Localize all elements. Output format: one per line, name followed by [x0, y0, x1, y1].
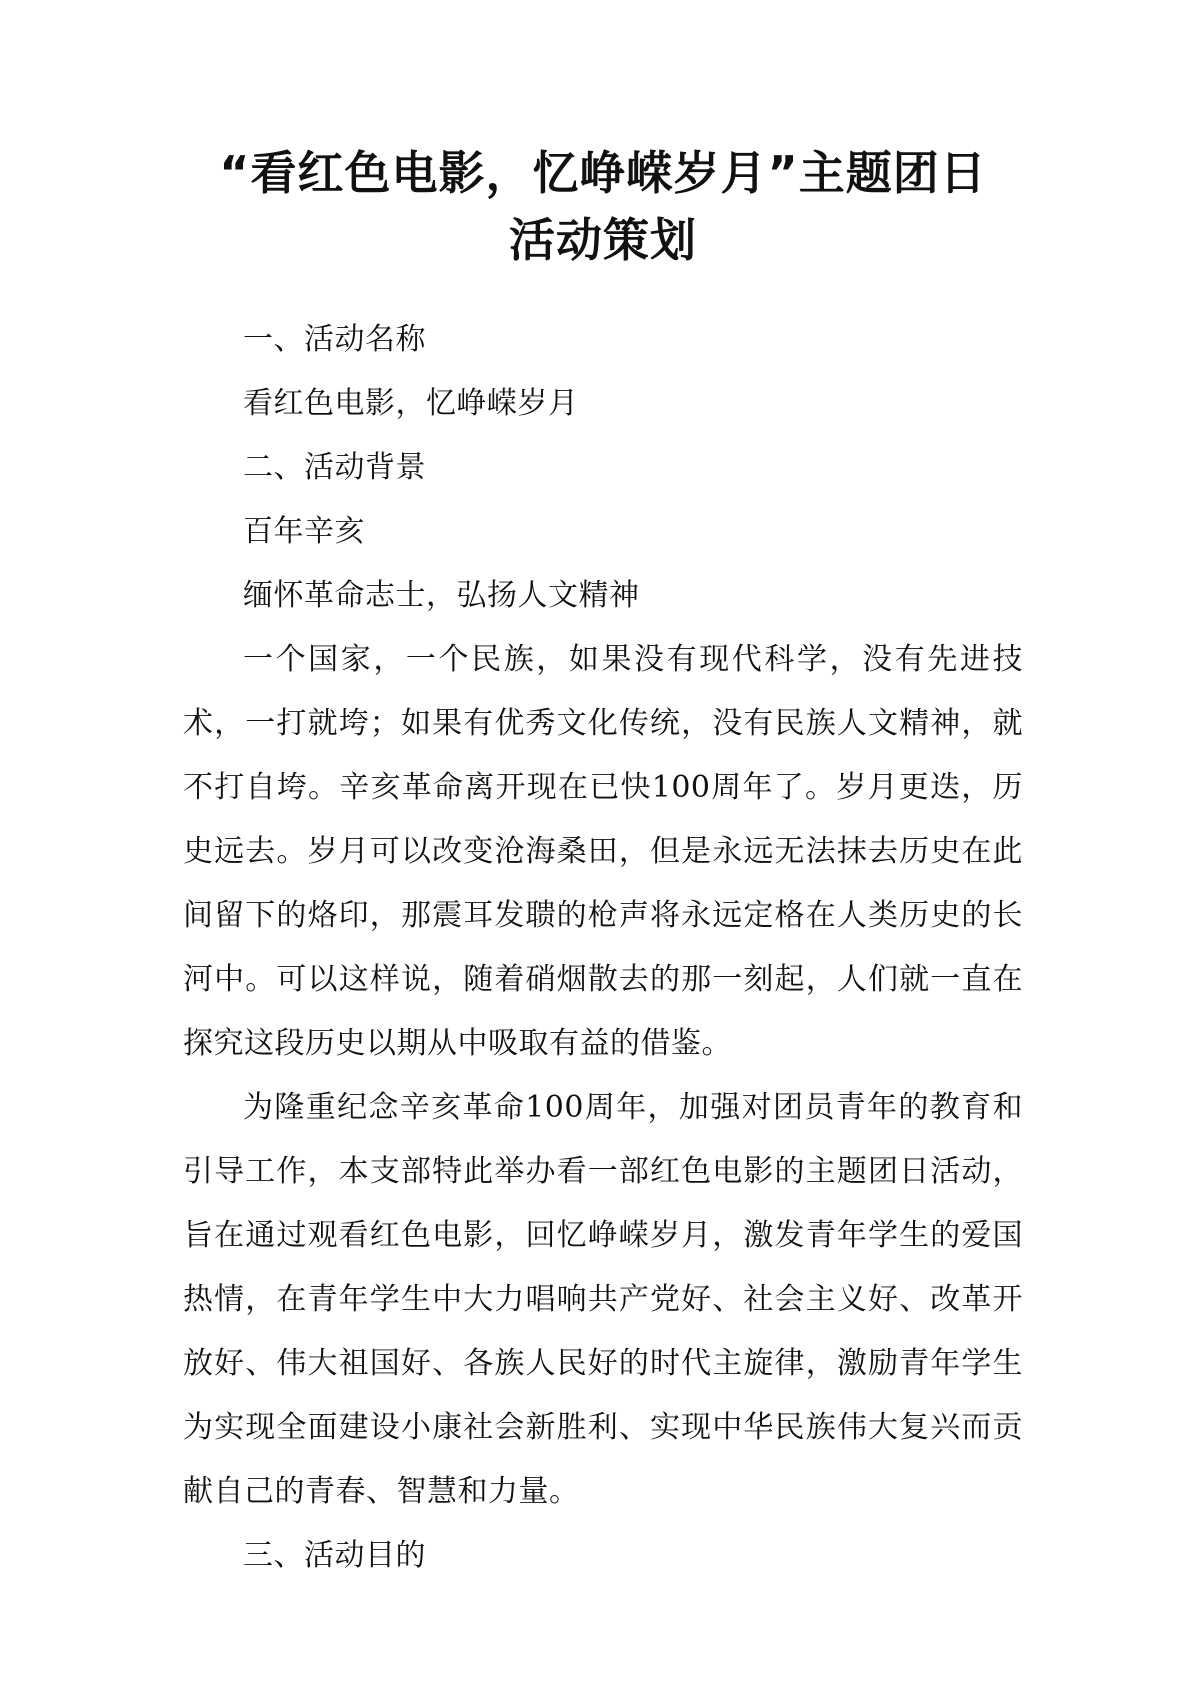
section-heading-activity-name: 一、活动名称 — [243, 322, 426, 357]
background-subtitle-1: 百年辛亥 — [243, 514, 365, 549]
section-heading-purpose: 三、活动目的 — [243, 1538, 426, 1573]
activity-name-text: 看红色电影，忆峥嵘岁月 — [243, 386, 579, 421]
title-line-1: “看红色电影，忆峥嵘岁月”主题团日 — [219, 146, 987, 200]
background-paragraph-2: 为隆重纪念辛亥革命100周年，加强对团员青年的教育和引导工作，本支部特此举办看一部红色电影的主题团日活动，旨在通过观看红色电影，回忆峥嵘岁月，激发青年学生的爱国热情，在青年学生中大力唱响共产党好、社会主义好、改革开放好、伟大祖国好、各族人民好的时代主旋律，激励青年学生为实现全面建设小康社会新胜利、实现中华民族伟大复兴而贡献自己的青春、智慧和力量。 — [183, 1090, 1023, 1509]
title-line-2: 活动策划 — [509, 213, 697, 267]
document-page — [183, 140, 1023, 1588]
background-subtitle-2: 缅怀革命志士，弘扬人文精神 — [243, 578, 640, 613]
section-heading-background: 二、活动背景 — [243, 450, 426, 485]
background-paragraph-1: 一个国家，一个民族，如果没有现代科学，没有先进技术，一打就垮；如果有优秀文化传统，没有民族人文精神，就不打自垮。辛亥革命离开现在已快100周年了。岁月更迭，历史远去。岁月可以改变沧海桑田，但是永远无法抹去历史在此间留下的烙印，那震耳发聩的枪声将永远定格在人类历史的长河中。可以这样说，随着硝烟散去的那一刻起，人们就一直在探究这段历史以期从中吸取有益的借鉴。 — [183, 642, 1023, 1061]
document-title — [183, 140, 1023, 274]
